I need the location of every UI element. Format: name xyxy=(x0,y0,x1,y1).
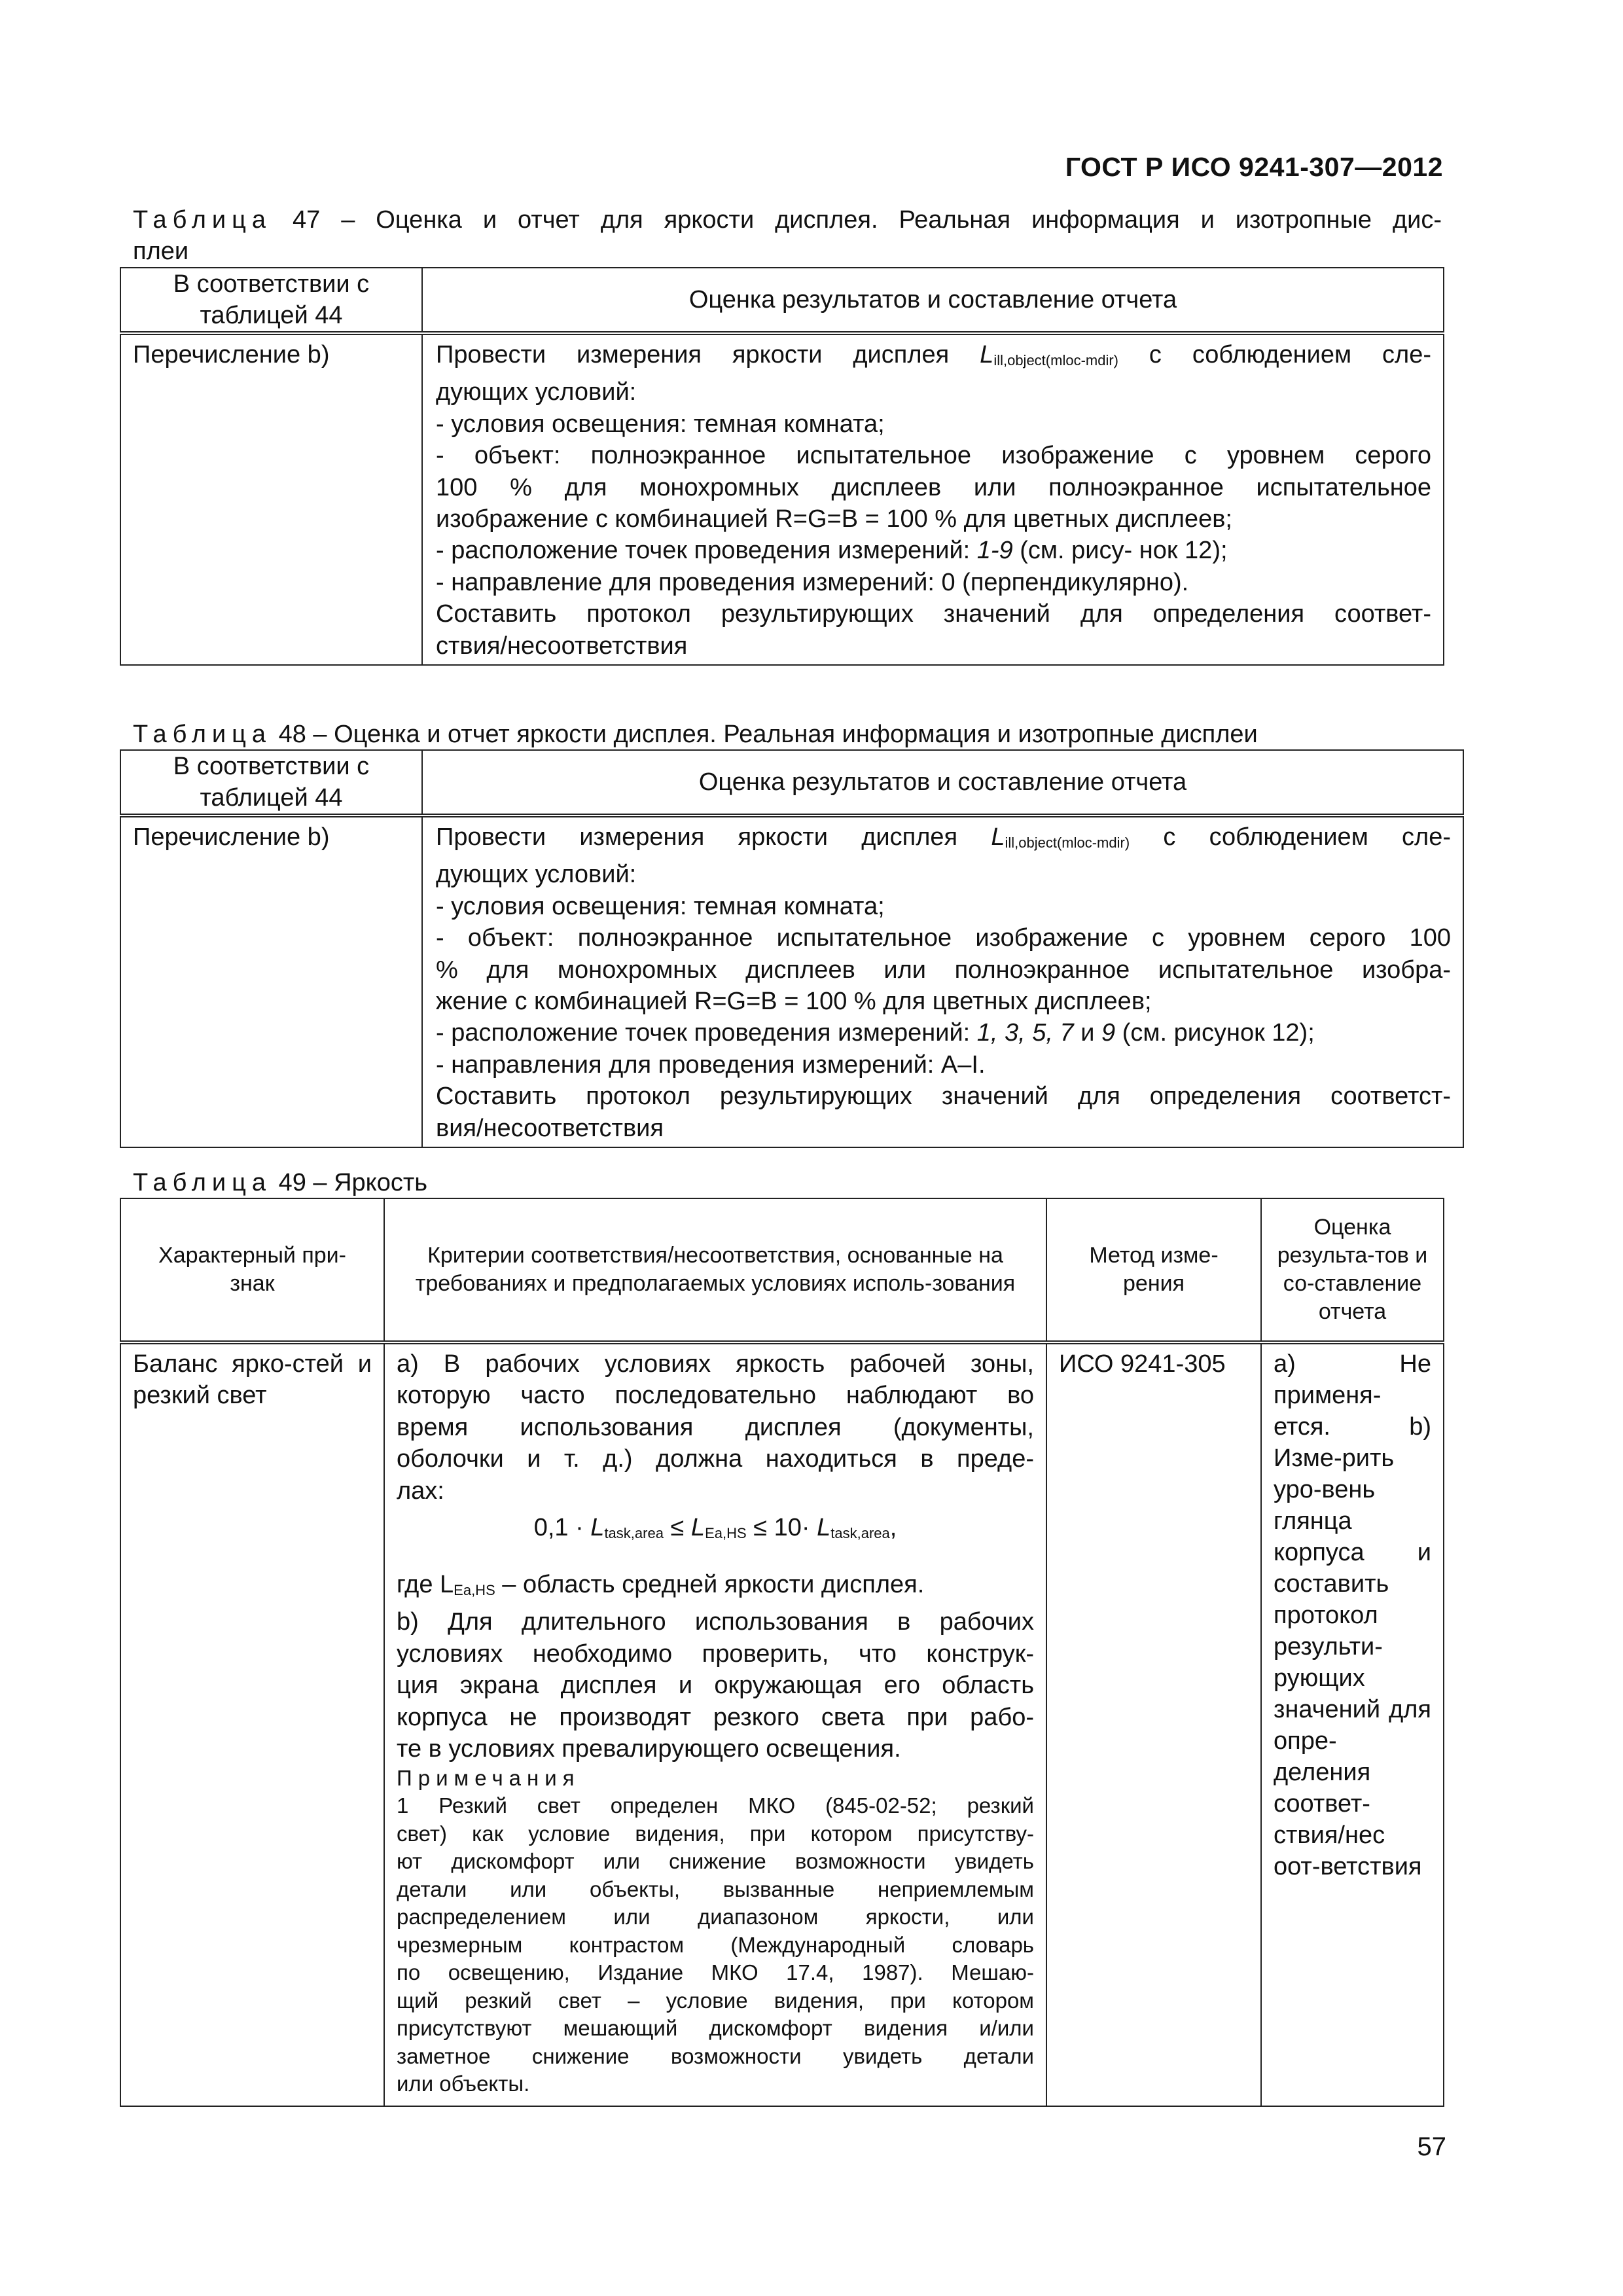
page-number: 57 xyxy=(1417,2132,1446,2161)
table47-caption-prefix: Таблица xyxy=(133,206,272,234)
table47-caption-line2: плеи xyxy=(133,238,189,265)
luminance-formula: $0,1 \cdot L_{task,area} \le L_{Ea,HS} \le 10\cdot L_{task,area}$, xyxy=(533,1514,897,1542)
table47 xyxy=(120,267,1444,666)
table48-row-text: Провести измерения яркости дисплея $L_{ill,object(mloc-mdir)}$ с соблюдением сле- дующих условий: - условия освещения: темная комната; - объект: полноэкранное испытательное изображение с уровнем серого 100 % для монохромных дисплеев или полноэкранное испытательное изобра- жение с комбинацией R=G=B = 100 % для цветных дисплеев; - расположение точек проведения измерений: 1, 3, 5, 7 и 9 (см. рисунок 12); - направления для проведения измерений: A–I. Составить протокол результирующих значений для определения соответст- вия/несоответствия xyxy=(422,816,1463,1147)
table47-row-text: Провести измерения яркости дисплея $L_{ill,object(mloc-mdir)}$ с соблюдением сле- дующих условий: - условия освещения: темная комната; - объект: полноэкранное испытательное изображение с уровнем серого 100 % для монохромных дисплеев или полноэкранное испытательное изображение с комбинацией R=G=B = 100 % для цветных дисплеев; - расположение точек проведения измерений: 1-9 (см. рису- нок 12); - направление для проведения измерений: 0 (перпендикулярно). Составить протокол результирующих значений для определения соответ- ствия/несоответствия xyxy=(422,333,1444,665)
table48-col2-header: Оценка результатов и составление отчета xyxy=(422,750,1463,816)
table49-caption xyxy=(133,1167,427,1198)
table47-row-label: Перечисление b) xyxy=(120,333,422,665)
document-header: ГОСТ Р ИСО 9241-307—2012 xyxy=(1065,152,1443,182)
table49-method: ИСО 9241-305 xyxy=(1046,1342,1261,2106)
table48 xyxy=(120,749,1464,1148)
table47-caption xyxy=(133,204,1442,267)
table49-report: a) Не применя-ется. b) Изме-рить уро-вень глянца корпуса и составить протокол результи-рующих значений для опре-деления соответ-ствия/нес оот-ветствия xyxy=(1261,1342,1444,2106)
table48-caption-text: 48 – Оценка и отчет яркости дисплея. Реальная информация и изотропные дисплеи xyxy=(278,721,1258,748)
table47-col1-header: В соответствии с таблицей 44 xyxy=(120,268,422,333)
table49-header-criteria: Критерии соответствия/несоответствия, основанные на требованиях и предполагаемых условиях исполь-зования xyxy=(384,1198,1046,1342)
table48-row-label: Перечисление b) xyxy=(120,816,422,1147)
table49-header-feature: Характерный при-знак xyxy=(120,1198,384,1342)
table48-caption-prefix: Таблица xyxy=(133,721,272,748)
table49-header-method: Метод изме-рения xyxy=(1046,1198,1261,1342)
table47-caption-line1: 47 – Оценка и отчет для яркости дисплея. Реальная информация и изотропные дис- xyxy=(292,206,1442,234)
table49 xyxy=(120,1198,1444,2107)
table48-caption xyxy=(133,719,1455,750)
table49-note: 1 Резкий свет определен МКО (845-02-52; резкий свет) как условие видения, при котором присутству- ют дискомфорт или снижение возможности увидеть детали или объекты, вызванные неприемлемым распределением или диапазоном яркости, или чрезмерным контрастом (Международный словарь по освещению, Издание МКО 17.4, 1987). Мешаю- щий резкий свет – условие видения, при котором присутствуют мешающий дискомфорт видения и/или заметное снижение возможности увидеть детали или объекты. xyxy=(397,1793,1034,2096)
table49-header-report: Оценка результа-тов и со-ставление отчета xyxy=(1261,1198,1444,1342)
table48-col1-header: В соответствии с таблицей 44 xyxy=(120,750,422,816)
table47-col2-header: Оценка результатов и составление отчета xyxy=(422,268,1444,333)
table49-caption-text: 49 – Яркость xyxy=(278,1169,428,1196)
note-title: Примечания xyxy=(397,1766,580,1791)
table49-criteria: a) В рабочих условиях яркость рабочей зоны, которую часто последовательно наблюдают во время использования дисплея (документы, оболочки и т. д.) должна находиться в преде- лах: $0,1 \cdot L_{task,area} \le L_{Ea,HS} \le 10\cdot L_{task,area}$, где $L_{Ea,HS}$ – область средней яркости дисплея. b) Для длительного использования в рабочих условиях необходимо проверить, что конструк- ция экрана дисплея и окружающая его область корпуса не производят резкого света при рабо- те в условиях превалирующего освещения. Примечания 1 Резкий свет определен МКО (845-02-52; резкий свет) как условие видения, при котором присутству- ют дискомфорт или снижение возможности увидеть детали или объекты, вызванные неприемлемым распределением или диапазоном яркости, или чрезмерным контрастом (Международный словарь по освещению, Издание МКО 17.4, 1987). Мешаю- щий резкий свет – условие видения, при котором присутствуют мешающий дискомфорт видения и/или заметное снижение возможности увидеть детали или объекты. xyxy=(384,1342,1046,2106)
table49-feature: Баланс ярко-стей и резкий свет xyxy=(120,1342,384,2106)
table49-caption-prefix: Таблица xyxy=(133,1169,272,1196)
